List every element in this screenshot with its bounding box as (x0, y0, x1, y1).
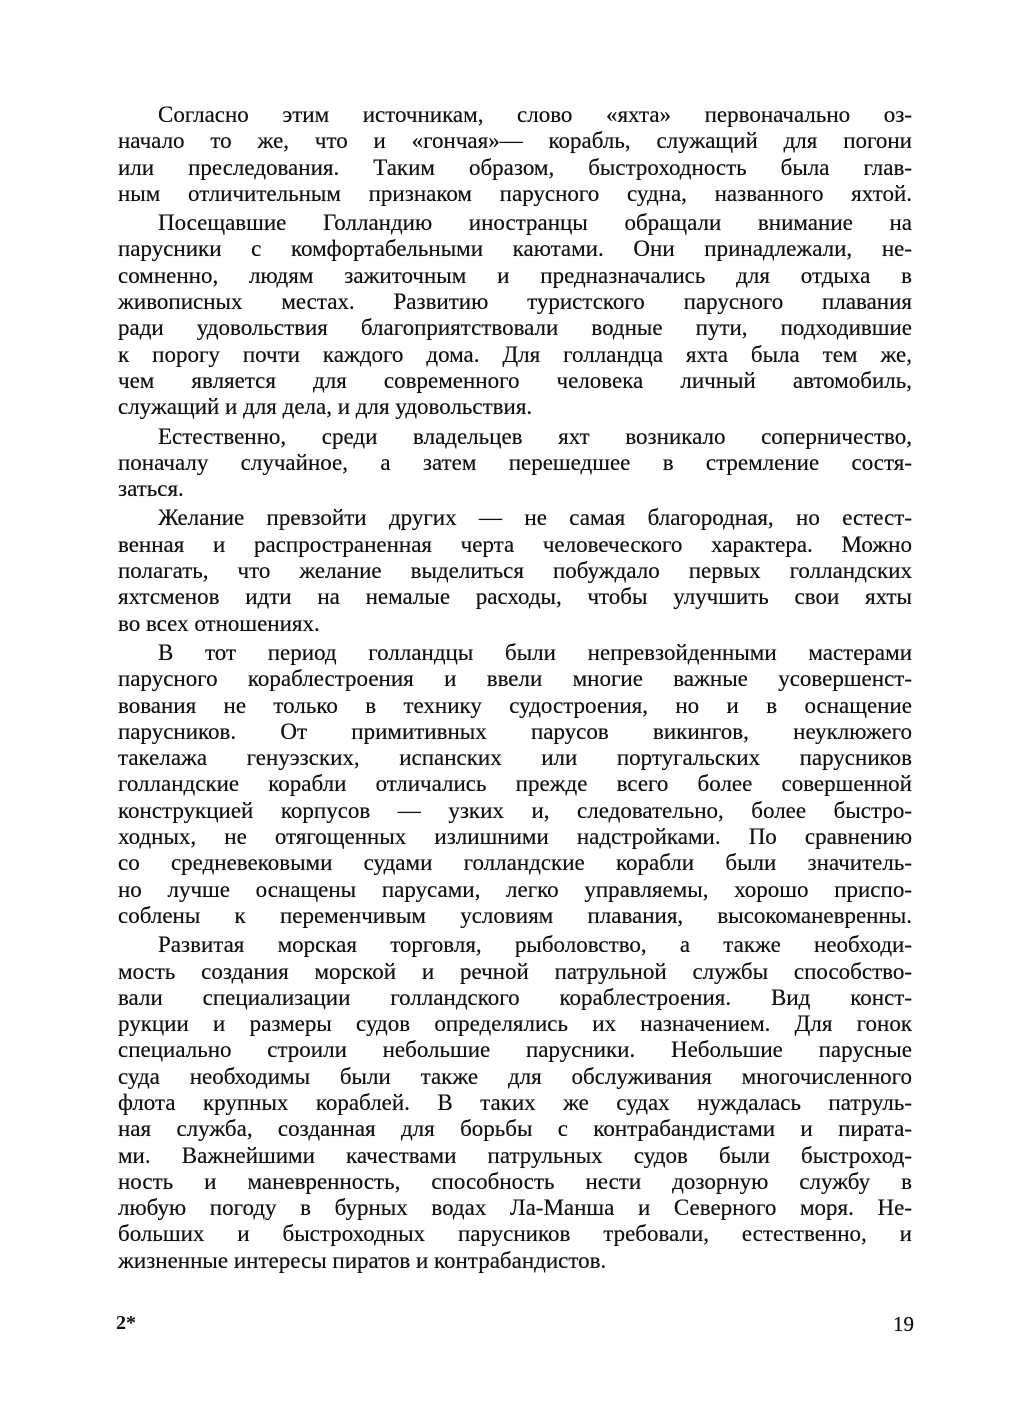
text-line: ми. Важнейшими качествами патрульных судов были быстроход- (118, 1142, 912, 1168)
text-line: парусники с комфортабельными каютами. Они принадлежали, не- (118, 236, 912, 262)
text-line: ность и маневренность, способность нести дозорную службу в (118, 1168, 912, 1194)
paragraph (118, 640, 912, 929)
text-line: ным отличительным признаком парусного судна, названного яхтой. (118, 180, 912, 206)
text-line: специально строили небольшие парусники. Небольшие парусные (118, 1037, 912, 1063)
text-line: мость создания морской и речной патрульной службы способство- (118, 958, 912, 984)
paragraph (118, 102, 912, 207)
text-line: соблены к переменчивым условиям плавания, высокоманевренны. (118, 902, 912, 928)
text-line: чем является для современного человека личный автомобиль, (118, 367, 912, 393)
text-line: любую погоду в бурных водах Ла-Манша и Северного моря. Не- (118, 1195, 912, 1221)
text-line: живописных местах. Развитию туристского парусного плавания (118, 289, 912, 315)
text-line: рукции и размеры судов определялись их назначением. Для гонок (118, 1011, 912, 1037)
text-line: вования не только в технику судостроения, но и в оснащение (118, 692, 912, 718)
text-line: голландские корабли отличались прежде всего более совершенной (118, 771, 912, 797)
text-line: венная и распространенная черта человеческого характера. Можно (118, 531, 912, 557)
paragraph (118, 932, 912, 1274)
text-line: ради удовольствия благоприятствовали водные пути, подходившие (118, 315, 912, 341)
text-line: полагать, что желание выделиться побуждало первых голландских (118, 558, 912, 584)
text-line: вали специализации голландского кораблестроения. Вид конст- (118, 984, 912, 1010)
text-line: Естественно, среди владельцев яхт возникало соперничество, (158, 423, 912, 449)
text-line: парусного кораблестроения и ввели многие важные усовершенст- (118, 666, 912, 692)
text-line: ная служба, созданная для борьбы с контрабандистами и пирата- (118, 1116, 912, 1142)
text-line: со средневековыми судами голландские корабли были значитель- (118, 850, 912, 876)
text-line: больших и быстроходных парусников требовали, естественно, и (118, 1221, 912, 1247)
text-line: Желание превзойти других — не самая благородная, но естест- (158, 505, 912, 531)
text-line: парусников. От примитивных парусов викингов, неуклюжего (118, 718, 912, 744)
text-line: поначалу случайное, а затем перешедшее в стремление состя- (118, 449, 912, 475)
text-line: яхтсменов идти на немалые расходы, чтобы улучшить свои яхты (118, 584, 912, 610)
text-line: сомненно, людям зажиточным и предназначались для отдыха в (118, 262, 912, 288)
text-line: во всех отношениях. (118, 610, 320, 636)
text-line: флота крупных кораблей. В таких же судах нуждалась патруль- (118, 1089, 912, 1115)
text-line: такелажа генуэзских, испанских или португальских парусников (118, 745, 912, 771)
text-line: Согласно этим источникам, слово «яхта» первоначально оз- (158, 102, 912, 127)
text-line: к порогу почти каждого дома. Для голландца яхта была тем же, (118, 341, 912, 367)
paragraph (118, 424, 912, 503)
text-line: конструкцией корпусов — узких и, следовательно, более быстро- (118, 797, 912, 823)
signature-mark: 2* (116, 1312, 136, 1334)
text-line: Развитая морская торговля, рыболовство, а также необходи- (158, 932, 912, 958)
page-body (118, 102, 912, 1277)
page-number: 19 (893, 1312, 914, 1336)
text-line: Посещавшие Голландию иностранцы обращали внимание на (158, 210, 912, 236)
text-line: суда необходимы были также для обслуживания многочисленного (118, 1063, 912, 1089)
text-line: В тот период голландцы были непревзойденными мастерами (158, 639, 912, 665)
text-line: служащий и для дела, и для удовольствия. (118, 394, 533, 420)
paragraph (118, 210, 912, 420)
text-line: жизненные интересы пиратов и контрабандистов. (118, 1247, 607, 1273)
text-line: заться. (118, 476, 184, 502)
paragraph (118, 505, 912, 636)
text-line: начало то же, что и «гончая»— корабль, служащий для погони (118, 128, 912, 154)
text-line: но лучше оснащены парусами, легко управляемы, хорошо приспо- (118, 876, 912, 902)
text-line: или преследования. Таким образом, быстроходность была глав- (118, 154, 912, 180)
text-line: ходных, не отягощенных излишними надстройками. По сравнению (118, 824, 912, 850)
